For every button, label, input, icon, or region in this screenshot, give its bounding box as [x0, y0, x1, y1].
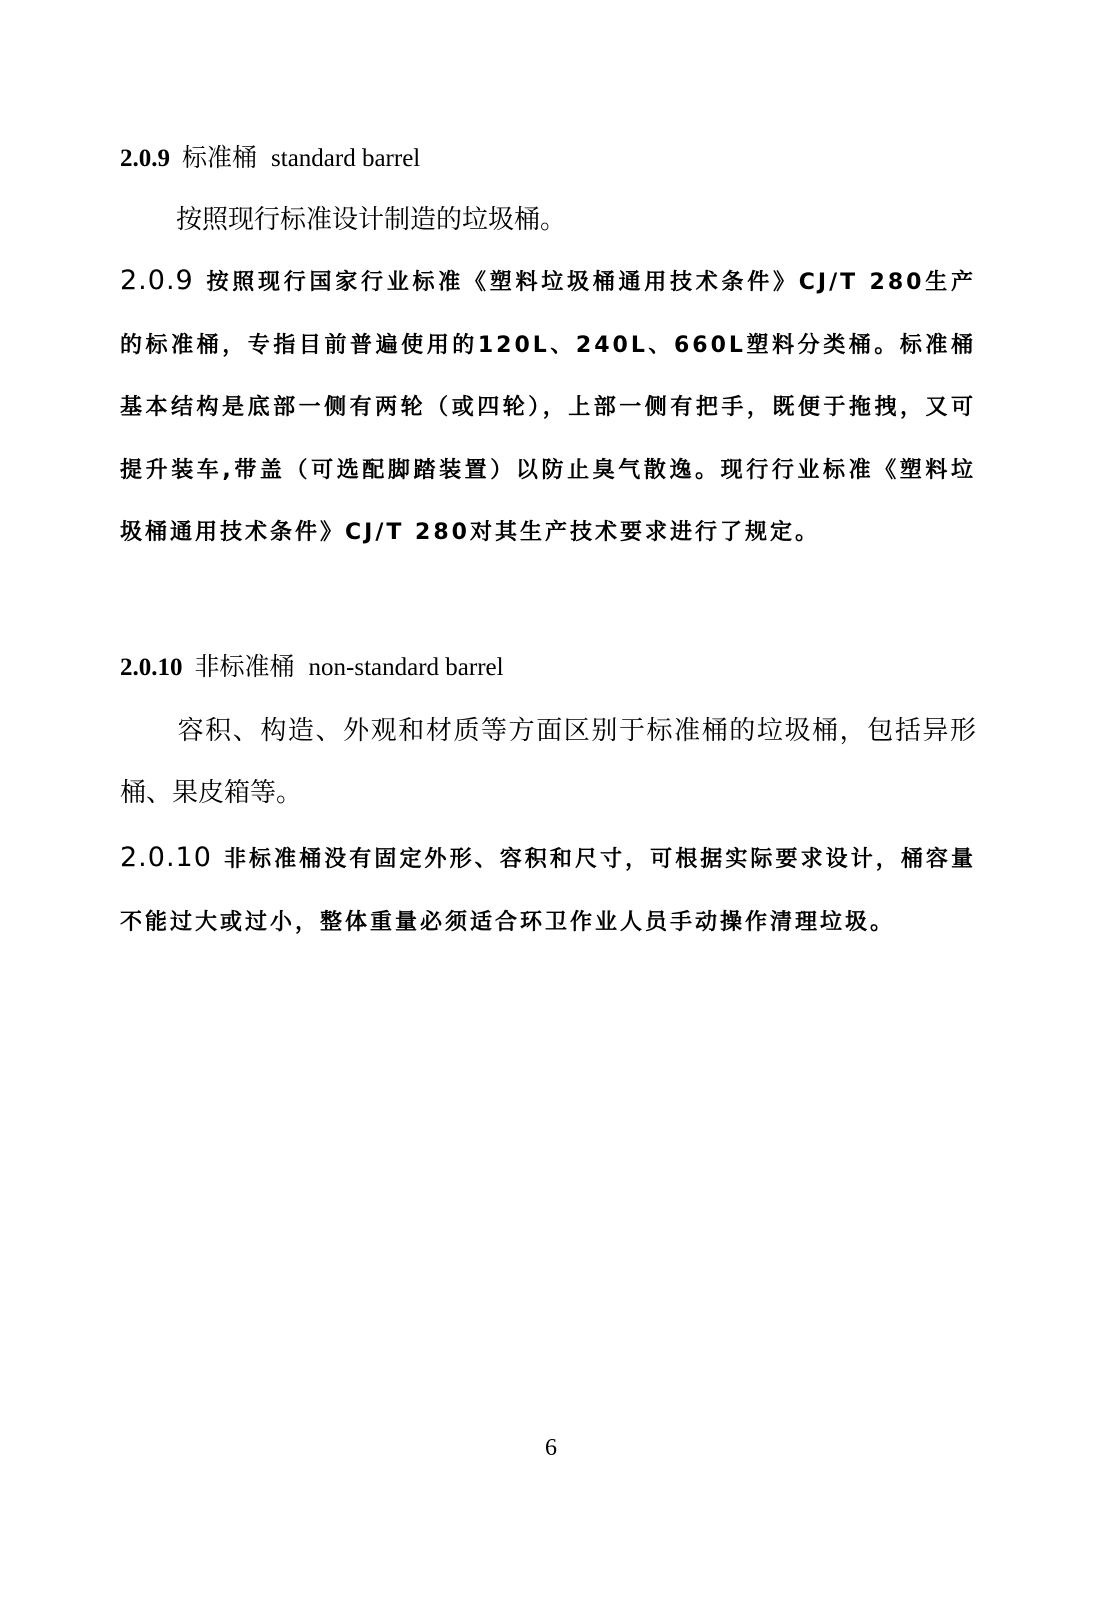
explanation-text: 按照现行国家行业标准《塑料垃圾桶通用技术条件》CJ/T 280生产的标准桶，专指目前普遍使用的120L、240L、660L塑料分类桶。标准桶基本结构是底部一侧有两轮（或四轮），上部一侧有把手，既便于拖拽，又可提升装车,带盖（可选配脚踏装置）以防止臭气散逸。现行行业标准《塑料垃圾桶通用技术条件》CJ/T 280对其生产技术要求进行了规定。	[120, 270, 976, 545]
definition-text: 按照现行标准设计制造的垃圾桶。	[176, 205, 567, 235]
section-heading-2-0-10	[120, 650, 504, 685]
term-chinese: 标准桶	[182, 143, 258, 172]
term-english: standard barrel	[271, 145, 421, 172]
explanation-paragraph-2-0-9	[120, 250, 976, 565]
explanation-number: 2.0.9	[120, 265, 194, 296]
explanation-text: 非标准桶没有固定外形、容积和尺寸，可根据实际要求设计，桶容量不能过大或过小，整体重量必须适合环卫作业人员手动操作清理垃圾。	[120, 847, 976, 935]
definition-text: 容积、构造、外观和材质等方面区别于标准桶的垃圾桶，包括异形桶、果皮箱等。	[120, 716, 976, 808]
explanation-paragraph-2-0-10	[120, 827, 976, 954]
term-chinese: 非标准桶	[194, 652, 295, 681]
explanation-number: 2.0.10	[120, 842, 212, 873]
section-number: 2.0.10	[120, 654, 183, 681]
page-number: 6	[545, 1435, 557, 1461]
definition-paragraph-2-0-10	[120, 700, 976, 824]
definition-paragraph-2-0-9	[120, 189, 976, 251]
term-english: non-standard barrel	[308, 654, 504, 681]
section-number: 2.0.9	[120, 145, 170, 172]
section-heading-2-0-9	[120, 141, 420, 176]
